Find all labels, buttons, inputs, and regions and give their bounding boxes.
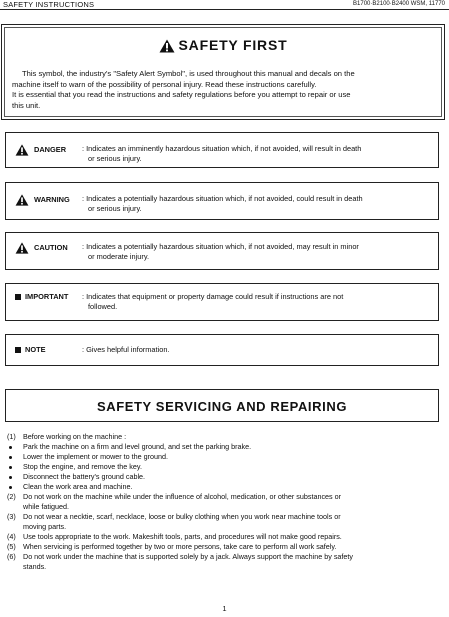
safety-first-text [12, 69, 434, 111]
caution-term: CAUTION [34, 243, 68, 252]
note-desc-line1: : Gives helpful information. [82, 345, 170, 354]
danger-definition [5, 132, 439, 168]
bullet-text: Park the machine on a firm and level ground, and set the parking brake. [23, 442, 252, 451]
item-number: (3) [7, 512, 16, 521]
square-bullet-icon [15, 347, 21, 353]
bullet-dot-icon [9, 456, 12, 459]
important-definition [5, 283, 439, 321]
item-text-line1: Do not work under the machine that is supported solely by a jack. Always support the machine by safety [23, 552, 353, 561]
item-text: Before working on the machine : [23, 432, 127, 441]
item-number: (5) [7, 542, 16, 551]
list-item [5, 492, 443, 512]
item-number: (4) [7, 532, 16, 541]
safety-first-para2-line2: this unit. [12, 100, 41, 110]
important-desc-line1: : Indicates that equipment or property damage could result if instructions are not [82, 292, 344, 301]
warning-desc-line2: or serious injury. [88, 204, 142, 213]
warning-term: WARNING [34, 195, 70, 204]
list-item [5, 542, 443, 552]
bullet-dot-icon [9, 476, 12, 479]
warning-description [82, 194, 430, 214]
warning-desc-line1: : Indicates a potentially hazardous situation which, if not avoided, could result in death [82, 194, 363, 203]
item-number: (1) [7, 432, 16, 441]
servicing-list [5, 432, 443, 572]
note-term: NOTE [25, 345, 46, 354]
item-number: (2) [7, 492, 16, 501]
important-desc-line2: followed. [88, 302, 118, 311]
alert-triangle-icon [15, 144, 29, 156]
note-description [82, 345, 430, 355]
bullet-item [5, 482, 443, 492]
bullet-item [5, 442, 443, 452]
danger-term: DANGER [34, 145, 67, 154]
list-item [5, 552, 443, 572]
bullet-dot-icon [9, 486, 12, 489]
alert-triangle-icon [15, 242, 29, 254]
important-description [82, 292, 430, 312]
item-text-line2: while fatigued. [23, 502, 69, 511]
safety-first-title-text: SAFETY FIRST [178, 37, 288, 53]
caution-description [82, 242, 430, 262]
item-text-line1: Do not work on the machine while under the influence of alcohol, medication, or other substances or [23, 492, 342, 501]
bullet-text: Disconnect the battery's ground cable. [23, 472, 146, 481]
square-bullet-icon [15, 294, 21, 300]
caution-desc-line2: or moderate injury. [88, 252, 150, 261]
servicing-title-box [5, 389, 439, 422]
caution-definition [5, 232, 439, 270]
safety-first-para1-line1: This symbol, the industry's "Safety Alert Symbol", is used throughout this manual and decals on the [22, 69, 355, 78]
list-item [5, 432, 443, 442]
bullet-item [5, 452, 443, 462]
bullet-text: Stop the engine, and remove the key. [23, 462, 142, 471]
danger-description [82, 144, 430, 164]
bullet-item [5, 462, 443, 472]
item-text: Use tools appropriate to the work. Makeshift tools, parts, and procedures will not make good repairs. [23, 532, 342, 541]
safety-first-title [2, 37, 444, 53]
safety-first-para1-line2: machine itself to warn of the possibility of personal injury. Read these instructions carefully. [12, 79, 317, 89]
page-number: 1 [222, 604, 227, 613]
important-term: IMPORTANT [25, 292, 69, 301]
bullet-text: Clean the work area and machine. [23, 482, 133, 491]
danger-desc-line1: : Indicates an imminently hazardous situation which, if not avoided, will result in death [82, 144, 362, 153]
danger-desc-line2: or serious injury. [88, 154, 142, 163]
bullet-dot-icon [9, 446, 12, 449]
bullet-text: Lower the implement or mower to the ground. [23, 452, 169, 461]
alert-triangle-icon [159, 39, 175, 53]
item-number: (6) [7, 552, 16, 561]
list-item [5, 512, 443, 532]
item-text-line2: stands. [23, 562, 47, 571]
safety-first-para2-line1: It is essential that you read the instructions and safety regulations before you attempt to repair or use [12, 90, 351, 99]
item-text-line1: Do not wear a necktie, scarf, necklace, loose or bulky clothing when you work near machine tools or [23, 512, 341, 521]
warning-definition [5, 182, 439, 220]
note-definition [5, 334, 439, 366]
item-text-line2: moving parts. [23, 522, 67, 531]
bullet-dot-icon [9, 466, 12, 469]
model-number: B1700·B2100·B2400 WSM, 11770 [353, 1, 445, 7]
servicing-title: SAFETY SERVICING AND REPAIRING [96, 399, 348, 414]
header-rule [0, 9, 449, 10]
caution-desc-line1: : Indicates a potentially hazardous situation which, if not avoided, may result in minor [82, 242, 359, 251]
alert-triangle-icon [15, 194, 29, 206]
list-item [5, 532, 443, 542]
safety-first-box [1, 24, 445, 120]
item-text: When servicing is performed together by two or more persons, take care to perform all work safely. [23, 542, 337, 551]
section-header: SAFETY INSTRUCTIONS [3, 0, 95, 9]
bullet-item [5, 472, 443, 482]
